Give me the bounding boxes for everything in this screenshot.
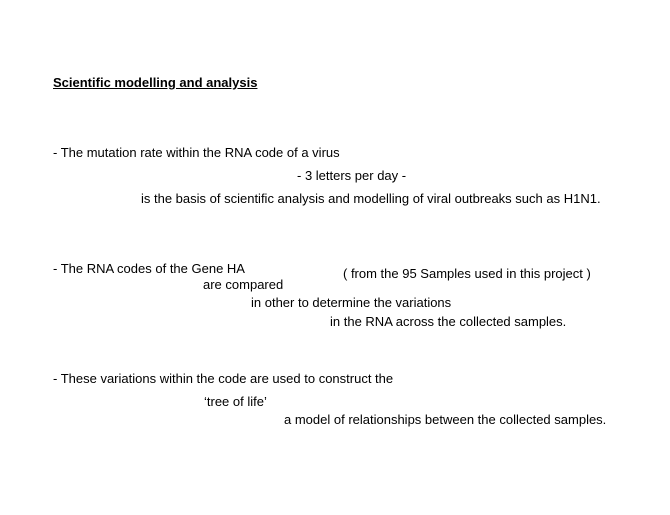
- bullet-2-line-3: are compared: [203, 277, 284, 292]
- bullet-3-line-3: a model of relationships between the collected samples.: [284, 412, 607, 427]
- bullet-1-line-2: - 3 letters per day -: [297, 168, 407, 183]
- bullet-3-line-2: ‘tree of life’: [204, 394, 267, 409]
- bullet-3-line-1: - These variations within the code are used to construct the: [53, 371, 394, 386]
- slide-title: Scientific modelling and analysis: [53, 75, 258, 90]
- bullet-2-line-5: in the RNA across the collected samples.: [330, 314, 567, 329]
- bullet-1-line-1: - The mutation rate within the RNA code of a virus: [53, 145, 340, 160]
- bullet-2-line-1: - The RNA codes of the Gene HA: [53, 261, 245, 276]
- bullet-2-line-2: ( from the 95 Samples used in this project ): [343, 266, 591, 281]
- bullet-1-line-3: is the basis of scientific analysis and modelling of viral outbreaks such as H1N1.: [141, 191, 601, 206]
- bullet-2-line-4: in other to determine the variations: [251, 295, 452, 310]
